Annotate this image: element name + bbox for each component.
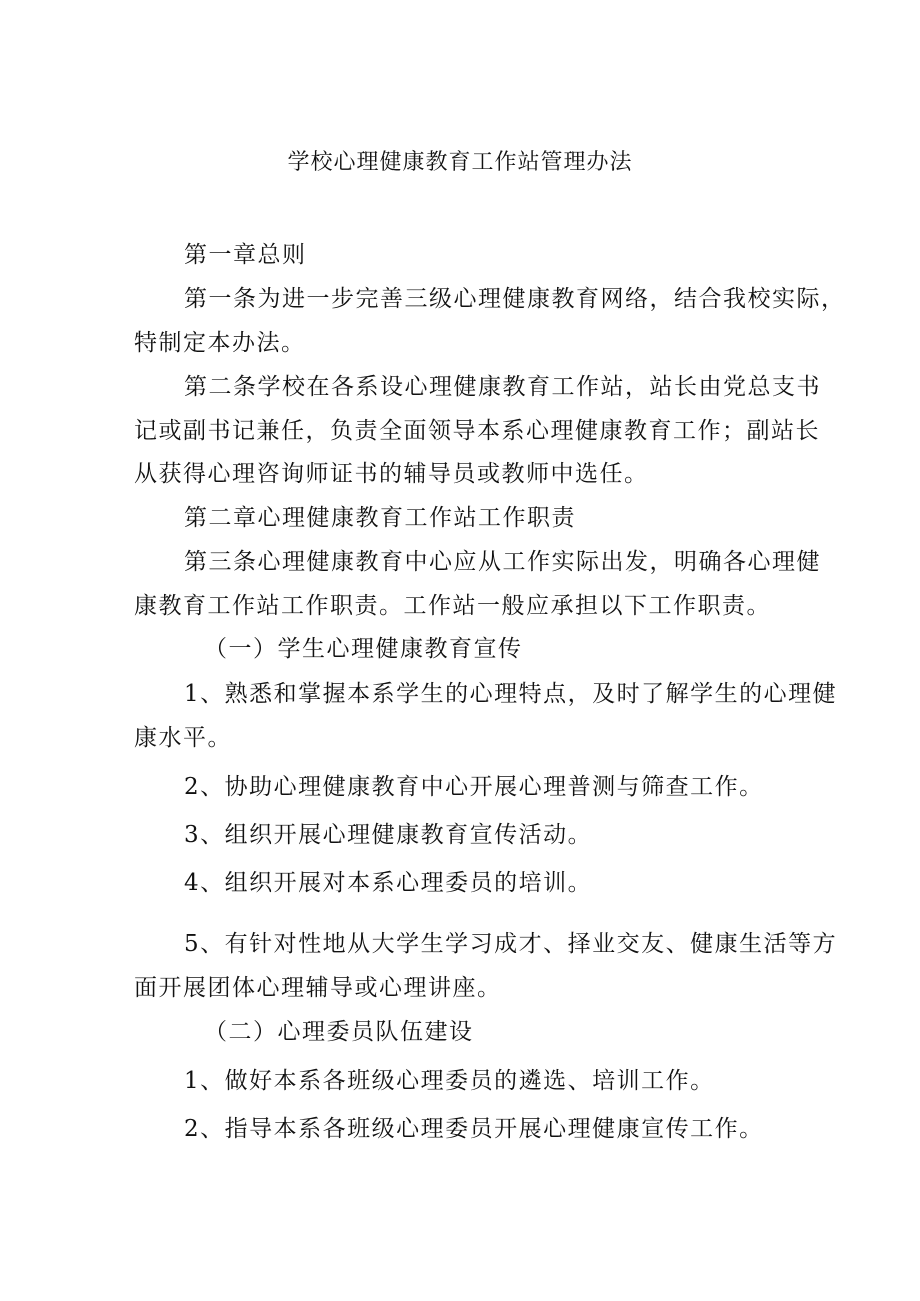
list-item: 2、指导本系各班级心理委员开展心理健康宣传工作。 bbox=[184, 1116, 764, 1142]
list-item-line: 5、有针对性地从大学生学习成才、择业交友、健康生活等方 bbox=[184, 931, 838, 957]
paragraph-line: 记或副书记兼任，负责全面领导本系心理健康教育工作；副站长 bbox=[134, 418, 820, 444]
paragraph-line: 第三条心理健康教育中心应从工作实际出发，明确各心理健 bbox=[184, 549, 821, 575]
paragraph-line: 第二条学校在各系设心理健康教育工作站，站长由党总支书 bbox=[184, 374, 821, 400]
list-item: 2、协助心理健康教育中心开展心理普测与筛查工作。 bbox=[184, 774, 764, 800]
paragraph-line: 特制定本办法。 bbox=[134, 330, 306, 356]
document-title: 学校心理健康教育工作站管理办法 bbox=[287, 150, 633, 175]
chapter-heading: 第一章总则 bbox=[184, 242, 307, 268]
chapter-heading: 第二章心理健康教育工作站工作职责 bbox=[184, 505, 576, 531]
list-item: 3、组织开展心理健康教育宣传活动。 bbox=[184, 822, 593, 848]
paragraph-line: 康教育工作站工作职责。工作站一般应承担以下工作职责。 bbox=[134, 593, 771, 619]
paragraph-line: 从获得心理咨询师证书的辅导员或教师中选任。 bbox=[134, 461, 649, 487]
list-item-line: 康水平。 bbox=[134, 725, 232, 751]
paragraph-line: 第一条为进一步完善三级心理健康教育网络，结合我校实际， bbox=[184, 286, 846, 312]
list-item: 4、组织开展对本系心理委员的培训。 bbox=[184, 870, 593, 896]
list-item-line: 面开展团体心理辅导或心理讲座。 bbox=[134, 975, 502, 1001]
section-heading: （一）学生心理健康教育宣传 bbox=[204, 636, 523, 662]
list-item-line: 1、熟悉和掌握本系学生的心理特点，及时了解学生的心理健 bbox=[184, 681, 838, 707]
section-heading: （二）心理委员队伍建设 bbox=[204, 1019, 474, 1045]
list-item: 1、做好本系各班级心理委员的遴选、培训工作。 bbox=[184, 1068, 715, 1094]
